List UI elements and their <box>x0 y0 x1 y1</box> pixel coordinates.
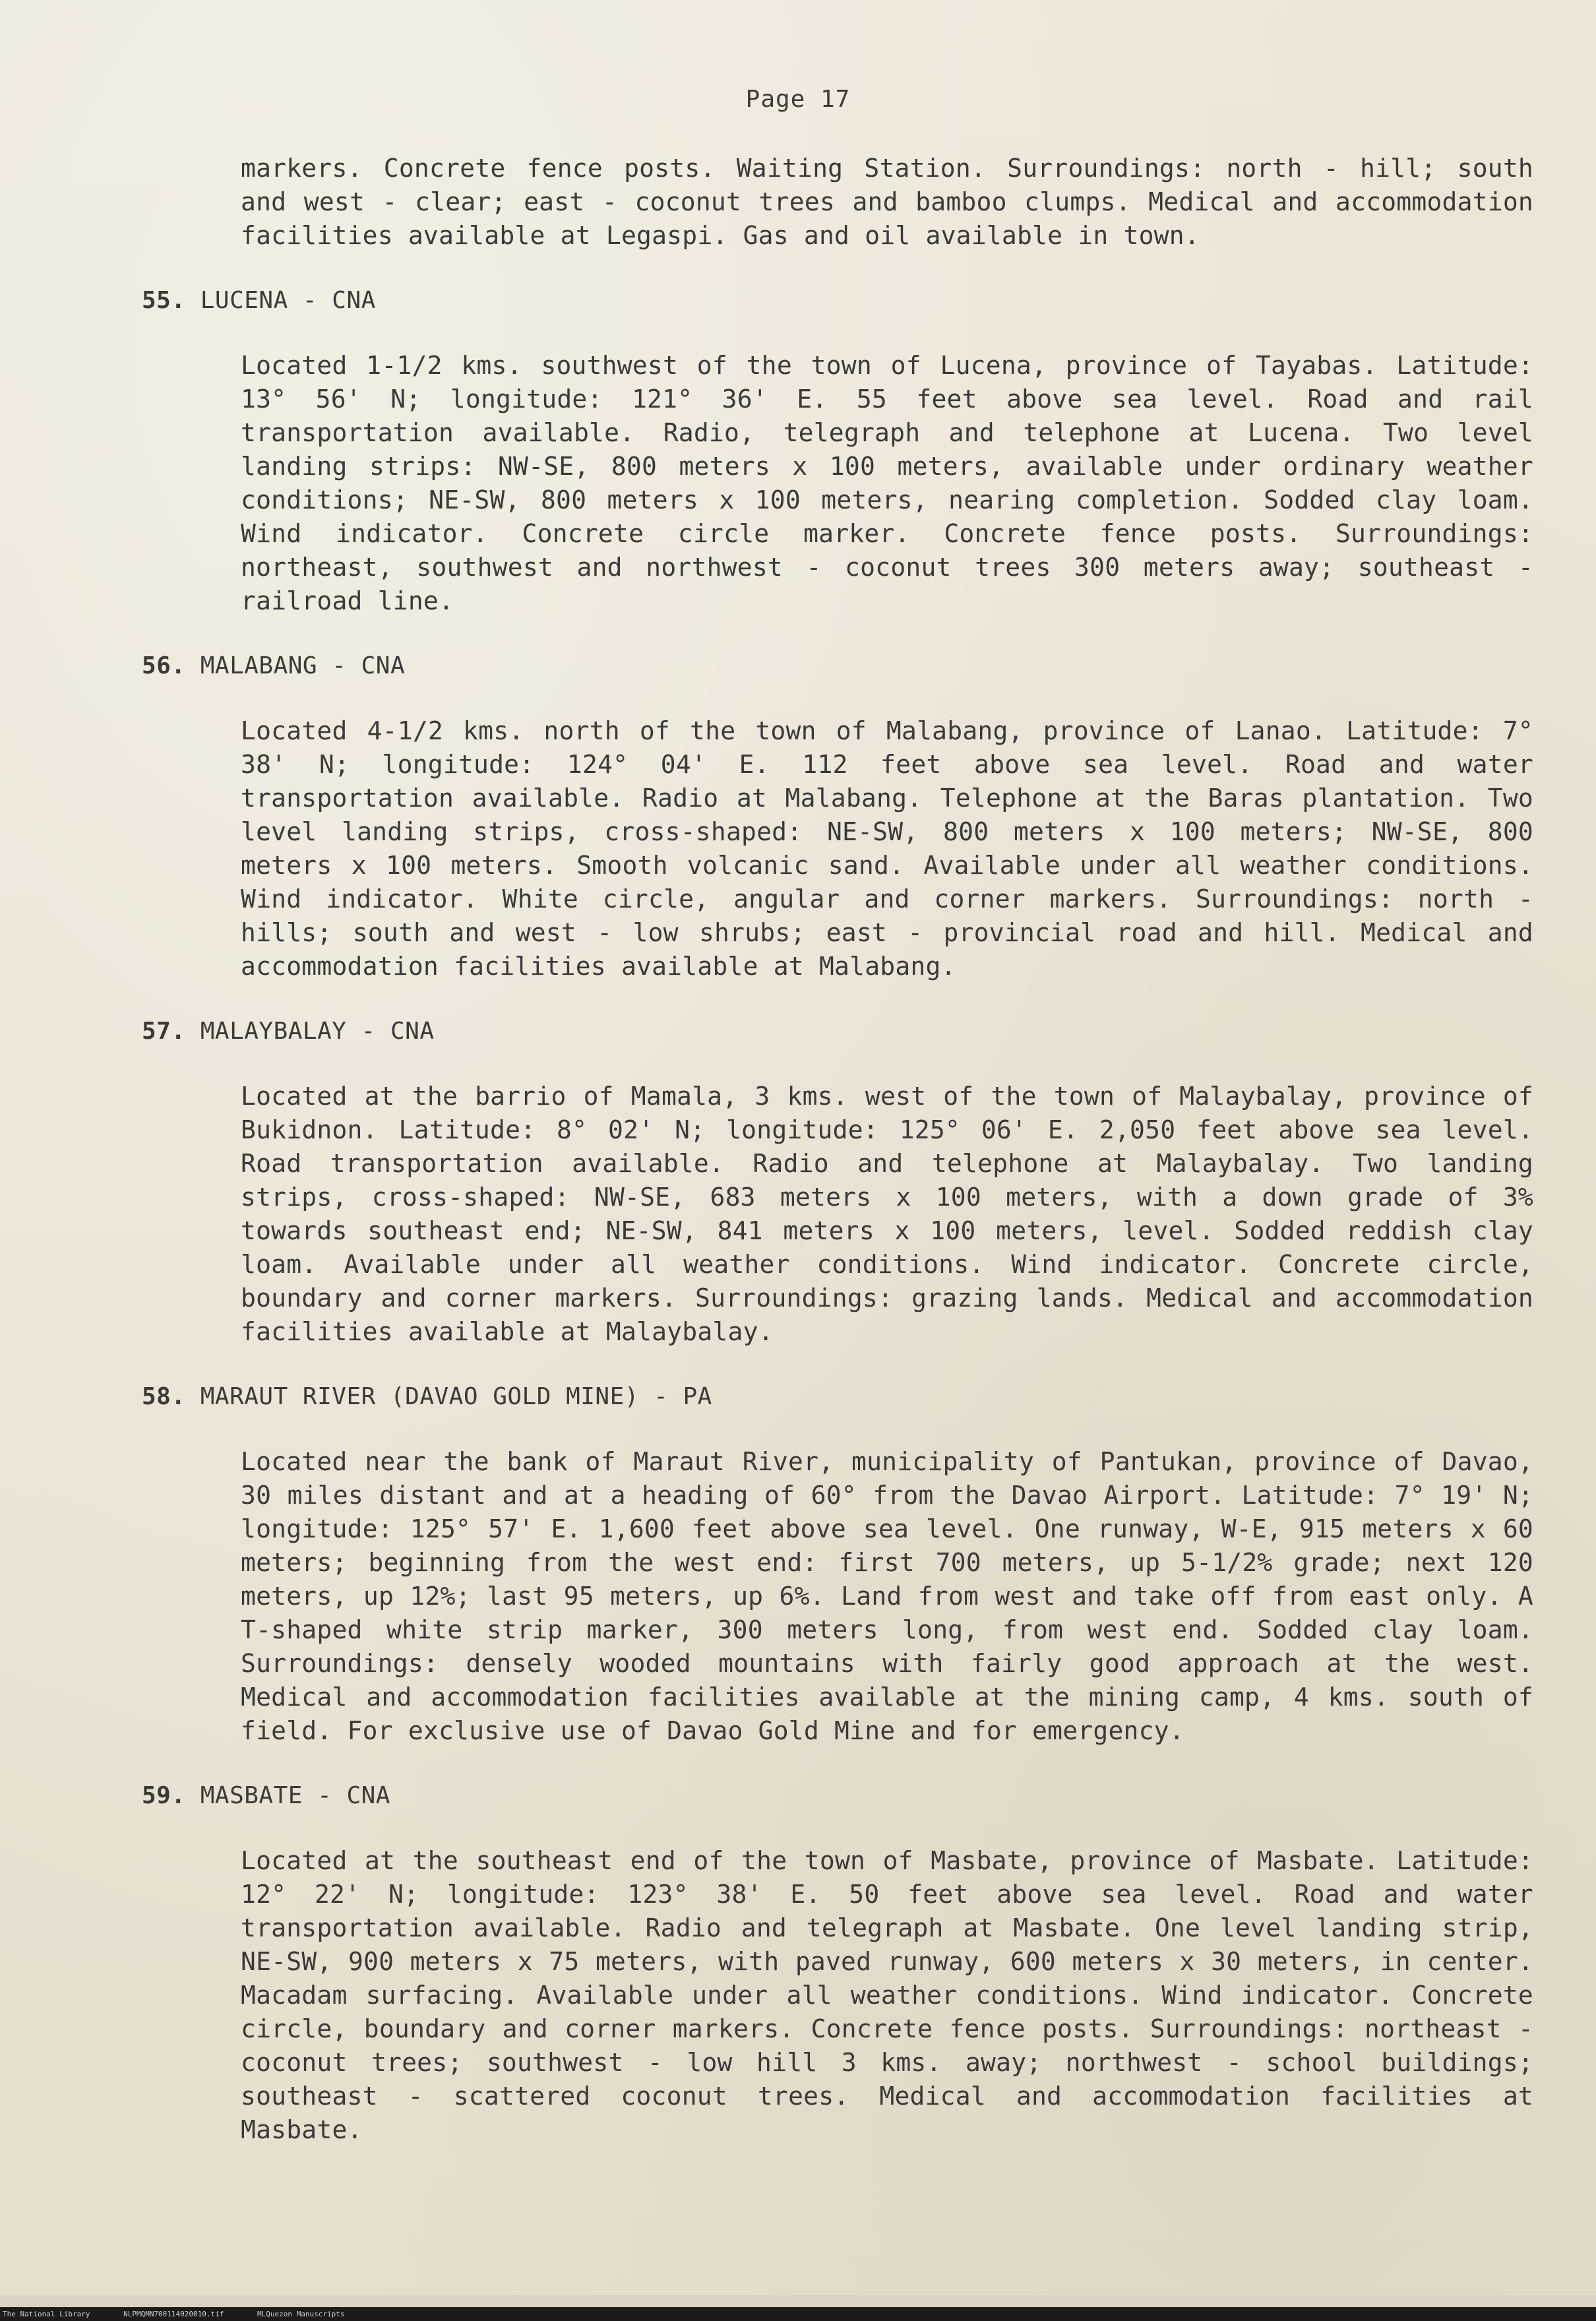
entry-number: 57. <box>142 1018 186 1045</box>
entry-text: Located 1-1/2 kms. southwest of the town of Lucena, province of Tayabas. Latitude: 13° 56' N; longitude: 121° 36' E. 55 feet above sea level. Road and rail transportation available. Radio, telegraph and telephone at Lucena. Two level landing strips: NW-SE, 800 meters x 100 meters, available under ordinary weather conditions; NE-SW, 800 meters x 100 meters, nearing completion. Sodded clay loam. Wind indicator. Concrete circle marker. Concrete fence posts. Surroundings: northeast, southwest and northwest - coconut trees 300 meters away; southeast - railroad line. <box>241 351 1533 615</box>
entry-title: LUCENA - CNA <box>200 287 376 314</box>
footer-collection: MLQuezon Manuscripts <box>257 2310 345 2318</box>
entry-title: MALAYBALAY - CNA <box>200 1018 435 1045</box>
entry-57 <box>142 1015 1547 1349</box>
entry-55 <box>142 284 1547 618</box>
entry-title: MARAUT RIVER (DAVAO GOLD MINE) - PA <box>200 1383 712 1410</box>
footer-library: The National Library <box>3 2310 90 2318</box>
entry-58 <box>142 1380 1547 1748</box>
document-body <box>142 152 1547 2147</box>
entry-heading <box>142 1380 1547 1413</box>
entry-number: 59. <box>142 1782 186 1809</box>
entry-number: 58. <box>142 1383 186 1410</box>
entry-heading <box>142 650 1547 683</box>
page-number: Page 17 <box>745 86 851 113</box>
entry-title: MALABANG - CNA <box>200 652 406 679</box>
entry-56 <box>142 650 1547 983</box>
footer-file: NLPMQMN700114020010.tif <box>123 2310 224 2318</box>
entry-text: Located 4-1/2 kms. north of the town of Malabang, province of Lanao. Latitude: 7° 38' N; longitude: 124° 04' E. 112 feet above sea level. Road and water transportation available. Radio at Malabang. Telephone at the Baras plantation. Two level landing strips, cross-shaped: NE-SW, 800 meters x 100 meters; NW-SE, 800 meters x 100 meters. Smooth volcanic sand. Available under all weather conditions. Wind indicator. White circle, angular and corner markers. Surroundings: north - hills; south and west - low shrubs; east - provincial road and hill. Medical and accommodation facilities available at Malabang. <box>241 716 1533 981</box>
entry-number: 55. <box>142 287 186 314</box>
entry-text: Located near the bank of Maraut River, municipality of Pantukan, province of Davao, 30 miles distant and at a heading of 60° from the Davao Airport. Latitude: 7° 19' N; longitude: 125° 57' E. 1,600 feet above sea level. One runway, W-E, 915 meters x 60 meters; beginning from the west end: first 700 meters, up 5-1/2% grade; next 120 meters, up 12%; last 95 meters, up 6%. Land from west and take off from east only. A T-shaped white strip marker, 300 meters long, from west end. Sodded clay loam. Surroundings: densely wooded mountains with fairly good approach at the west. Medical and accommodation facilities available at the mining camp, 4 kms. south of field. For exclusive use of Davao Gold Mine and for emergency. <box>241 1447 1533 1745</box>
entry-heading <box>142 284 1547 317</box>
entry-title: MASBATE - CNA <box>200 1782 390 1809</box>
entry-text: Located at the barrio of Mamala, 3 kms. west of the town of Malaybalay, province of Bukidnon. Latitude: 8° 02' N; longitude: 125° 06' E. 2,050 feet above sea level. Road transportation available. Radio and telephone at Malaybalay. Two landing strips, cross-shaped: NW-SE, 683 meters x 100 meters, with a down grade of 3% towards southeast end; NE-SW, 841 meters x 100 meters, level. Sodded reddish clay loam. Available under all weather conditions. Wind indicator. Concrete circle, boundary and corner markers. Surroundings: grazing lands. Medical and accommodation facilities available at Malaybalay. <box>241 1082 1533 1346</box>
page-bottom-edge <box>0 2295 1596 2307</box>
entry-heading <box>142 1779 1547 1812</box>
entry-text: Located at the southeast end of the town of Masbate, province of Masbate. Latitude: 12° 22' N; longitude: 123° 38' E. 50 feet above sea level. Road and water transportation available. Radio and telegraph at Masbate. One level landing strip, NE-SW, 900 meters x 75 meters, with paved runway, 600 meters x 30 meters, in center. Macadam surfacing. Available under all weather conditions. Wind indicator. Concrete circle, boundary and corner markers. Concrete fence posts. Surroundings: northeast - coconut trees; southwest - low hill 3 kms. away; northwest - school buildings; southeast - scattered coconut trees. Medical and accommodation facilities at Masbate. <box>241 1846 1533 2144</box>
entry-heading <box>142 1015 1547 1048</box>
archive-footer <box>0 2307 1596 2321</box>
entry-number: 56. <box>142 652 186 679</box>
entry-59 <box>142 1779 1547 2147</box>
intro-paragraph: markers. Concrete fence posts. Waiting Station. Surroundings: north - hill; south and west - clear; east - coconut trees and bamboo clumps. Medical and accommodation facilities available at Legaspi. Gas and oil available in town. <box>241 154 1533 250</box>
